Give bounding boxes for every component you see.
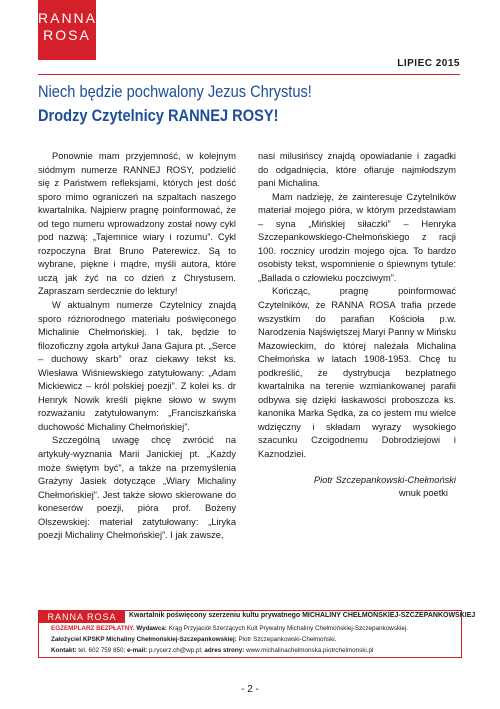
web-link[interactable]: www.michalinachelmonska.piotrchelmonski.pl	[246, 647, 374, 654]
imprint-badge: RANNA ROSA	[39, 611, 125, 623]
free-copy-label: EGZEMPLARZ BEZPŁATNY.	[51, 625, 135, 632]
left-column	[38, 150, 236, 543]
greeting: Niech będzie pochwalony Jezus Chrystus!	[38, 82, 312, 101]
publisher-text: Krąg Przyjaciół Szerzących Kult Prywatny Michaliny Chełmońskiej-Szczepankowskiej.	[168, 625, 409, 632]
issue-date: LIPIEC 2015	[397, 58, 460, 69]
email-link[interactable]: p.rycerz.ch@wp.pl;	[149, 647, 203, 654]
right-column	[258, 150, 456, 501]
page-number: - 2 -	[241, 684, 259, 695]
founder-text: Piotr Szczepankowski-Chełmoński.	[238, 636, 337, 643]
logo-line1: RANNA	[38, 10, 98, 26]
imprint-line3	[51, 636, 336, 643]
email-label: e-mail:	[126, 647, 148, 654]
paragraph: W aktualnym numerze Czytelnicy znajdą sporo różnorodnego materiału poświęconego Michalinie Chełmońskiej. I tak, będzie to filozoficzny zgoła artykuł Jana Gajura pt. „Serce – duchowy skarb” oraz ciekawy tekst ks. Wiesława Wiśniewskiego zatytułowany: „Adam Mickiewicz – król polskiej poezji”. Z kolei ks. dr Henryk Nowik kreśli piękne słowo w swym rozważaniu zatytułowanym: „Franciszkańska duchowość Michaliny Chełmońskiej”.	[38, 300, 236, 432]
paragraph: nasi milusińscy znajdą opowiadanie i zagadki do odgadnięcia, które ofiaruje najmłodszym pani Michalina.	[258, 151, 456, 189]
imprint-line4	[51, 647, 373, 654]
paragraph: Ponownie mam przyjemność, w kolejnym siódmym numerze RANNEJ ROSY, podzielić się z Państwem refleksjami, których jest dość sporo mimo ograniczeń na szpaltach naszego kwartalnika. Najpierw pragnę poinformować, że od tego numeru wprowadzony został nowy cykl pod nazwą: „Tajemnice wiary i rozumu”. Cykl rozpoczyna Brat Bruno Paterewicz. Są to wybrane, piękne i mądre, myśli autora, które uczą jak żyć na co dzień z Chrystusem. Zapraszam serdecznie do lektury!	[38, 151, 236, 297]
publisher-label: Wydawca:	[136, 625, 167, 632]
logo-line2: ROSA	[43, 27, 91, 43]
contact-phone: tel. 602 759 850;	[78, 647, 126, 654]
header-rule	[38, 74, 460, 75]
imprint-box	[38, 610, 476, 658]
signature-role: wnuk poetki	[398, 488, 448, 499]
founder-label: Założyciel KPSKP Michaliny Chełmońskiej-Szczepankowskiej:	[51, 636, 237, 643]
contact-label: Kontakt:	[51, 647, 77, 654]
signature-name: Piotr Szczepankowski-Chełmoński	[313, 474, 456, 485]
page-heading: Drodzy Czytelnicy RANNEJ ROSY!	[38, 106, 279, 125]
web-label: adres strony:	[204, 647, 245, 654]
logo	[38, 0, 96, 60]
imprint-line2	[51, 625, 408, 632]
imprint-line1: Kwartalnik poświęcony szerzeniu kultu prywatnego MICHALINY CHEŁMOŃSKIEJ-SZCZEPANKOWSKIEJ	[129, 612, 476, 619]
paragraph: Kończąc, pragnę poinformować Czytelników, że RANNA ROSA trafia przede wszystkim do parafian Kościoła p.w. Narodzenia Najświętszej Maryi Panny w Mińsku Mazowieckim, do której należała Michalina Chełmońska w latach 1908-1953. Chcę tu podkreślić, że dystrybucja bezpłatnego kwartalnika na terenie wzmiankowanej parafii odbywa się dzięki łaskawości proboszcza ks. kanonika Marka Sędka, za co jestem mu wielce wdzięczny i składam wyrazy wysokiego szacunku Czcigodnemu Dobrodziejowi i Kaznodziei.	[258, 286, 456, 460]
paragraph: Mam nadzieję, że zainteresuje Czytelników materiał mojego pióra, w którym przedstawiam – syna „Mińskiej siłaczki” – Henryka Szczepankowskiego-Chełmońskiego z racji 100. rocznicy urodzin mojego ojca. To bardzo osobisty tekst, wspomnienie o śpiewnym tytule: „Ballada o człowieku poczciwym”.	[258, 191, 456, 283]
paragraph: Szczególną uwagę chcę zwrócić na artykuły-wyznania Marii Janickiej pt. „Każdy może świętym być”, a także na przemyślenia Grażyny Jasiek dotyczące „Wiary Michaliny Chełmońskiej”. Jest także słowo skierowane do koneserów poezji, pióra prof. Bożeny Olszewskiej: materiał zatytułowany: „Liryka poezji Michaliny Chełmońskiej”. I jak zawsze,	[38, 435, 236, 541]
